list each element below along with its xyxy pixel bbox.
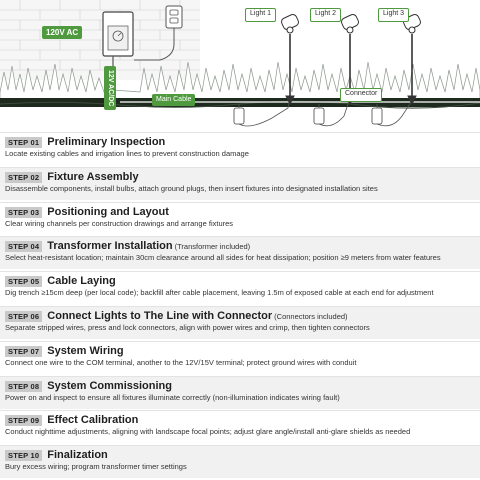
- step-item: [0, 410, 480, 443]
- step-description: Disassemble components, install bulbs, attach ground plugs, then insert fixtures into designated installation sites: [5, 184, 378, 193]
- step-item: [0, 271, 480, 304]
- step-title: System Wiring: [47, 345, 124, 357]
- step-description: Separate stripped wires, press and lock connectors, align with power wires and crimp, then tighten connectors: [5, 323, 370, 332]
- step-title: Preliminary Inspection: [47, 136, 166, 148]
- step-item: [0, 376, 480, 409]
- step-badge: STEP 05: [5, 276, 42, 287]
- step-item: [0, 202, 480, 235]
- step-description: Dig trench ≥15cm deep (per local code); backfill after cable placement, leaving 1.5m of exposed cable at each end for adjustment: [5, 288, 434, 297]
- step-description: Clear wiring channels per construction drawings and arrange fixtures: [5, 219, 234, 228]
- low-voltage-tag: 12V AC/DC: [104, 66, 116, 110]
- step-badge: STEP 09: [5, 415, 42, 426]
- step-title: Finalization: [47, 449, 108, 461]
- step-badge: STEP 03: [5, 207, 42, 218]
- step-badge: STEP 01: [5, 137, 42, 148]
- step-note: (Transformer included): [174, 241, 251, 251]
- step-item: [0, 445, 480, 478]
- main-cable-tag: Main Cable: [152, 94, 195, 106]
- light-1-tag: Light 1: [245, 8, 276, 22]
- step-badge: STEP 06: [5, 311, 42, 322]
- light-3-tag: Light 3: [378, 8, 409, 22]
- step-description: Locate existing cables and irrigation lines to prevent construction damage: [5, 149, 249, 158]
- step-badge: STEP 02: [5, 172, 42, 183]
- transformer-box-icon: [103, 12, 133, 56]
- step-badge: STEP 04: [5, 241, 42, 252]
- step-title: Fixture Assembly: [47, 171, 139, 183]
- step-badge: STEP 07: [5, 346, 42, 357]
- light-2-tag: Light 2: [310, 8, 341, 22]
- step-title: Transformer Installation: [47, 240, 173, 252]
- step-title: Cable Laying: [47, 275, 116, 287]
- step-title: Connect Lights to The Line with Connector: [47, 310, 273, 322]
- step-badge: STEP 10: [5, 450, 42, 461]
- step-description: Bury excess wiring; program transformer timer settings: [5, 462, 187, 471]
- steps-list: [0, 132, 480, 480]
- step-item: [0, 341, 480, 374]
- step-badge: STEP 08: [5, 381, 42, 392]
- step-description: Conduct nighttime adjustments, aligning with landscape focal points; adjust glare angle/install anti-glare shields as needed: [5, 427, 411, 436]
- wall-outlet-icon: [166, 6, 182, 28]
- connector-tag: Connector: [340, 88, 382, 102]
- step-description: Select heat-resistant location; maintain 30cm clearance around all sides for heat dissipation; position ≥9 meters from water features: [5, 253, 441, 262]
- step-item: [0, 306, 480, 339]
- step-description: Power on and inspect to ensure all fixtures illuminate correctly (non-illumination indicates wiring fault): [5, 393, 340, 402]
- step-title: Effect Calibration: [47, 414, 139, 426]
- step-item: [0, 132, 480, 165]
- step-item: [0, 236, 480, 269]
- step-note: (Connectors included): [274, 311, 348, 321]
- installation-illustration: [0, 0, 480, 132]
- step-description: Connect one wire to the COM terminal, another to the 12V/15V terminal; protect ground wires with conduit: [5, 358, 357, 367]
- voltage-tag: 120V AC: [42, 26, 82, 39]
- connector-icons: [234, 108, 382, 124]
- step-title: Positioning and Layout: [47, 206, 169, 218]
- step-item: [0, 167, 480, 200]
- step-title: System Commissioning: [47, 380, 172, 392]
